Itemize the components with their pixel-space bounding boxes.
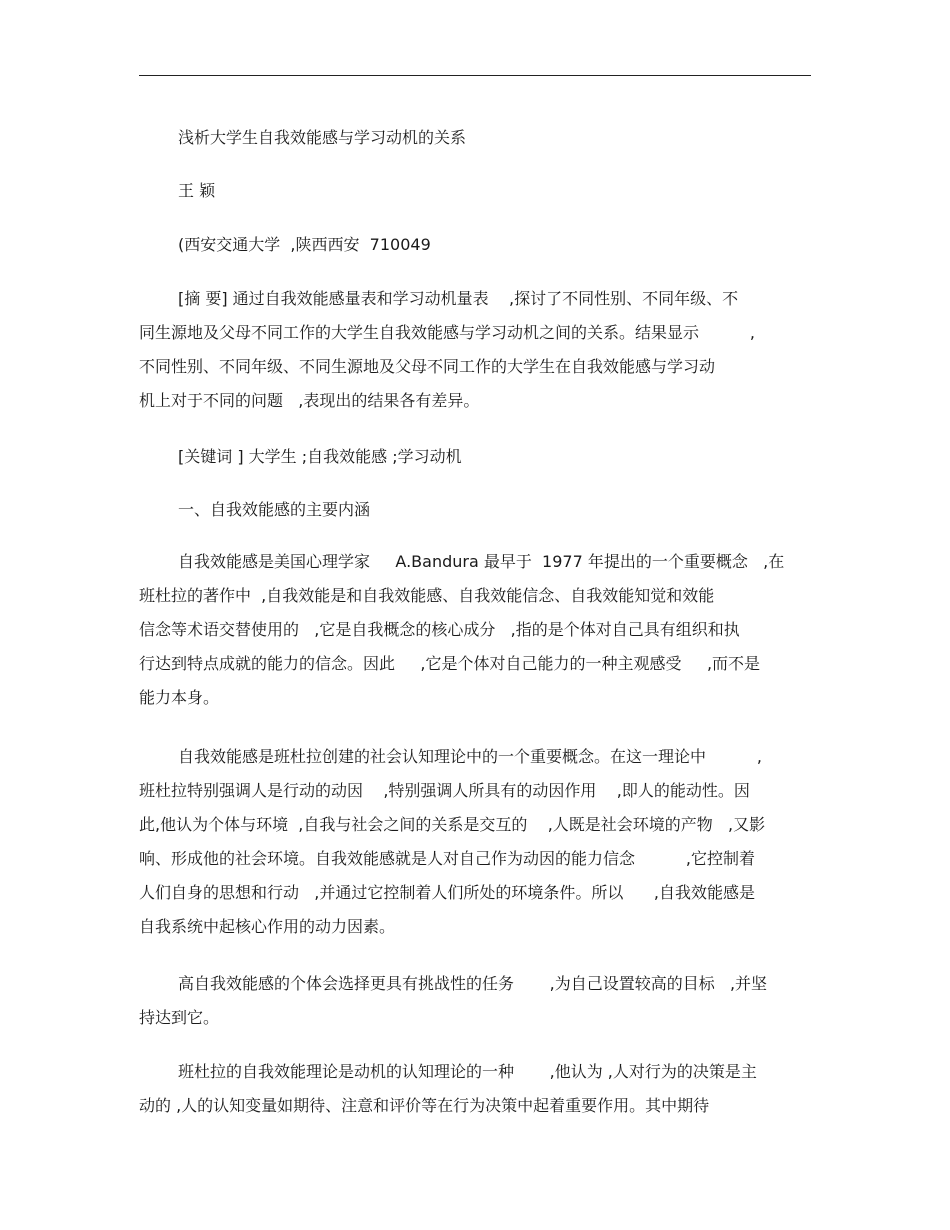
- header-rule: [139, 75, 811, 76]
- paragraph-line: 班杜拉的自我效能理论是动机的认知理论的一种 ,他认为 ,人对行为的决策是主: [178, 1062, 757, 1081]
- author-name: 王 颖: [178, 181, 216, 200]
- paragraph-line: 行达到特点成就的能力的信念。因此 ,它是个体对自己能力的一种主观感受 ,而不是: [139, 654, 761, 673]
- paragraph-line: 持达到它。: [139, 1008, 220, 1027]
- paragraph-line: 班杜拉的著作中 ,自我效能是和自我效能感、自我效能信念、自我效能知觉和效能: [139, 586, 715, 605]
- abstract-line: 同生源地及父母不同工作的大学生自我效能感与学习动机之间的关系。结果显示 ,: [139, 323, 755, 342]
- paragraph-line: 动的 ,人的认知变量如期待、注意和评价等在行为决策中起着重要作用。其中期待: [139, 1096, 710, 1115]
- paragraph-line: 能力本身。: [139, 688, 220, 707]
- paragraph-line: 班杜拉特别强调人是行动的动因 ,特别强调人所具有的动因作用 ,即人的能动性。因: [139, 781, 750, 800]
- abstract-line: 机上对于不同的问题 ,表现出的结果各有差异。: [139, 391, 480, 410]
- paragraph-line: 人们自身的思想和行动 ,并通过它控制着人们所处的环境条件。所以 ,自我效能感是: [139, 883, 755, 902]
- paragraph-line: 信念等术语交替使用的 ,它是自我概念的核心成分 ,指的是个体对自己具有组织和执: [139, 620, 740, 639]
- keywords: [关键词 ] 大学生 ;自我效能感 ;学习动机: [178, 447, 462, 466]
- paragraph-line: 自我效能感是美国心理学家 A.Bandura 最早于 1977 年提出的一个重要概念 ,在: [178, 552, 785, 571]
- document-title: 浅析大学生自我效能感与学习动机的关系: [178, 128, 467, 147]
- paragraph-line: 自我系统中起核心作用的动力因素。: [139, 917, 396, 936]
- affiliation: (西安交通大学 ,陕西西安 710049: [178, 235, 431, 254]
- paragraph-line: 响、形成他的社会环境。自我效能感就是人对自己作为动因的能力信念 ,它控制着: [139, 849, 755, 868]
- abstract-line: 不同性别、不同年级、不同生源地及父母不同工作的大学生在自我效能感与学习动: [139, 357, 716, 376]
- paragraph-line: 此,他认为个体与环境 ,自我与社会之间的关系是交互的 ,人既是社会环境的产物 ,又影: [139, 815, 766, 834]
- abstract-line: [摘 要] 通过自我效能感量表和学习动机量表 ,探讨了不同性别、不同年级、不: [178, 289, 739, 308]
- section-heading: 一、自我效能感的主要内涵: [178, 500, 371, 519]
- paragraph-line: 高自我效能感的个体会选择更具有挑战性的任务 ,为自己设置较高的目标 ,并坚: [178, 974, 768, 993]
- paragraph-line: 自我效能感是班杜拉创建的社会认知理论中的一个重要概念。在这一理论中 ,: [178, 747, 762, 766]
